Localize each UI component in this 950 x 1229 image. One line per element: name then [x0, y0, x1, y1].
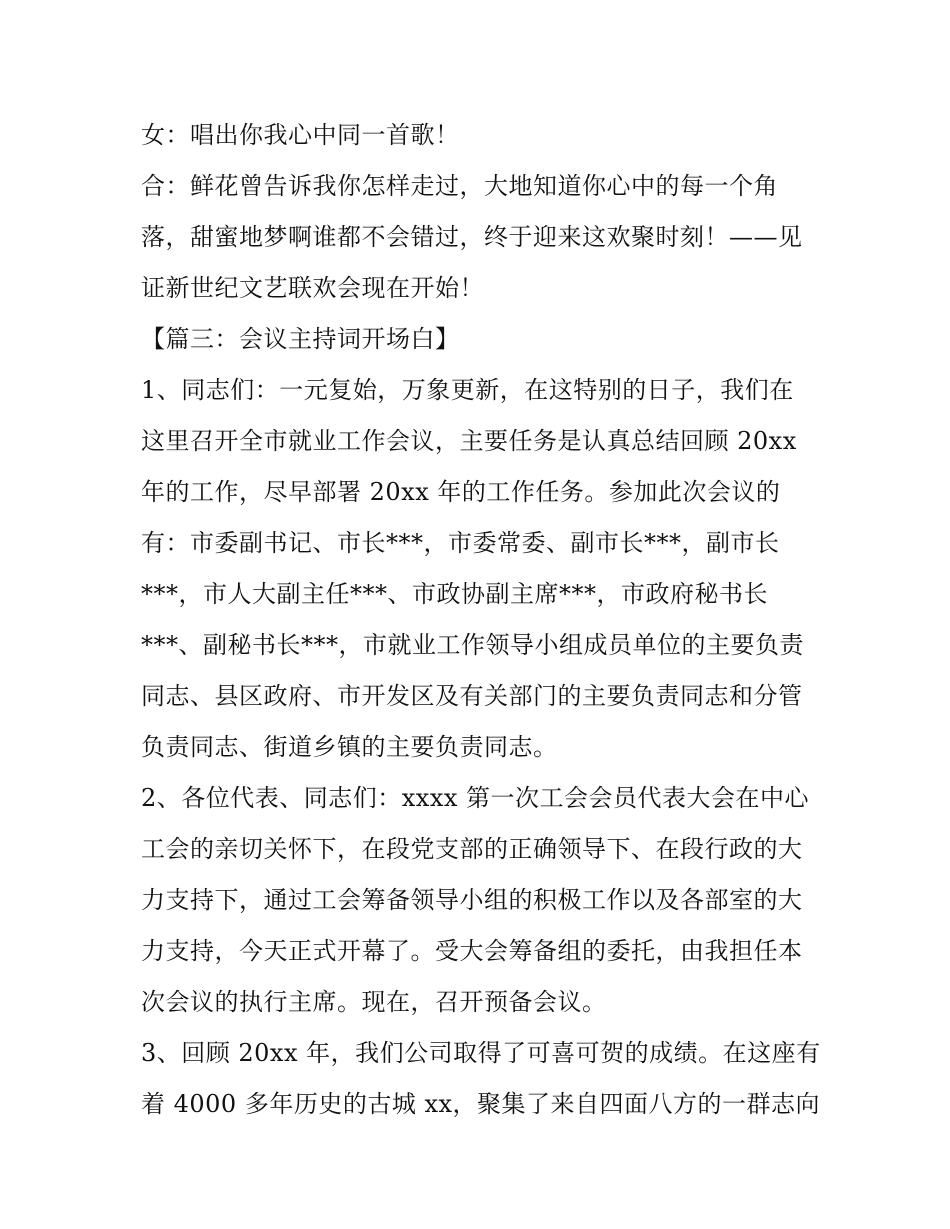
text-line: ***、副秘书长***，市就业工作领导小组成员单位的主要负责 — [141, 631, 804, 659]
text-line: 力支持，今天正式开幕了。受大会筹备组的委托，由我担任本 — [141, 937, 803, 965]
text-line: 负责同志、街道乡镇的主要负责同志。 — [141, 733, 558, 761]
text-line: 3、回顾 20xx 年，我们公司取得了可喜可贺的成绩。在这座有 — [141, 1039, 821, 1067]
text-line: ***，市人大副主任***、市政协副主席***，市政府秘书长 — [141, 580, 768, 608]
text-line: 合：鲜花曾告诉我你怎样走过，大地知道你心中的每一个角 — [141, 172, 778, 200]
text-line: 有：市委副书记、市长***，市委常委、副市长***，副市长 — [141, 529, 780, 557]
text-line: 2、各位代表、同志们：xxxx 第一次工会会员代表大会在中心 — [141, 784, 810, 812]
text-line: 着 4000 多年历史的古城 xx，聚集了来自四面八方的一群志向 — [141, 1090, 821, 1118]
text-line: 次会议的执行主席。现在，召开预备会议。 — [141, 988, 607, 1016]
document-body — [141, 110, 831, 1130]
text-line: 落，甜蜜地梦啊谁都不会错过，终于迎来这欢聚时刻！——见 — [141, 223, 803, 251]
text-line: 年的工作，尽早部署 20xx 年的工作任务。参加此次会议的 — [141, 478, 781, 506]
text-line: 1、同志们：一元复始，万象更新，在这特别的日子，我们在 — [141, 376, 794, 404]
text-line: 力支持下，通过工会筹备领导小组的积极工作以及各部室的大 — [141, 886, 803, 914]
text-line: 女：唱出你我心中同一首歌！ — [141, 121, 460, 149]
text-line: 这里召开全市就业工作会议，主要任务是认真总结回顾 20xx — [141, 427, 797, 455]
section-heading: 【篇三：会议主持词开场白】 — [141, 325, 460, 353]
text-line: 同志、县区政府、市开发区及有关部门的主要负责同志和分管 — [141, 682, 803, 710]
text-line: 证新世纪文艺联欢会现在开始！ — [141, 274, 484, 302]
text-line: 工会的亲切关怀下，在段党支部的正确领导下、在段行政的大 — [141, 835, 803, 863]
